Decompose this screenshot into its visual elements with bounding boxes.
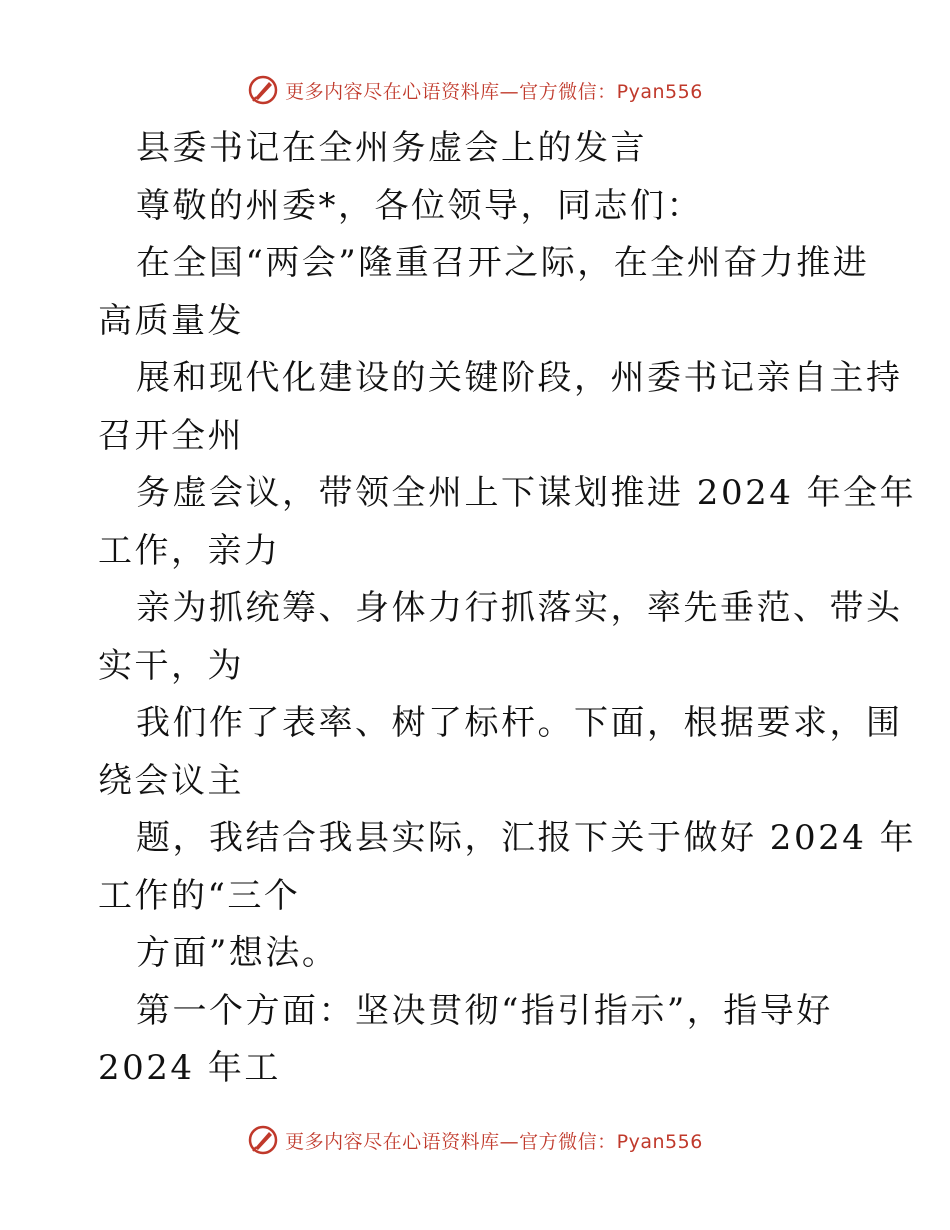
text-line: 工作，亲力 — [98, 530, 281, 571]
document-title: 县委书记在全州务虚会上的发言 — [136, 128, 647, 168]
text-line: 召开全州 — [98, 415, 244, 456]
section-heading: 第一个方面：坚决贯彻“指引指示”，指导好 — [136, 990, 833, 1031]
quill-pen-logo-icon — [247, 1124, 279, 1156]
text-line: 2024 年工 — [98, 1048, 281, 1088]
text-line: 实干，为 — [98, 645, 244, 686]
text-line: 工作的“三个 — [98, 875, 301, 916]
text-line: 绕会议主 — [98, 760, 244, 801]
header-watermark — [0, 70, 950, 110]
document-body — [98, 120, 917, 1098]
watermark-text: 更多内容尽在心语资料库—官方微信：Pyan556 — [285, 80, 703, 103]
footer-watermark — [0, 1120, 950, 1160]
text-line: 高质量发 — [98, 300, 244, 341]
quill-pen-logo-icon — [247, 74, 279, 106]
text-line: 题，我结合我县实际，汇报下关于做好 2024 年 — [136, 818, 917, 858]
salutation: 尊敬的州委*，各位领导，同志们： — [136, 185, 703, 226]
text-line: 在全国“两会”隆重召开之际，在全州奋力推进 — [136, 243, 870, 283]
text-line: 展和现代化建设的关键阶段，州委书记亲自主持 — [136, 358, 903, 398]
watermark-text: 更多内容尽在心语资料库—官方微信：Pyan556 — [285, 1130, 703, 1153]
text-line: 方面”想法。 — [136, 933, 339, 973]
text-line: 务虚会议，带领全州上下谋划推进 2024 年全年 — [136, 473, 917, 513]
text-line: 我们作了表率、树了标杆。下面，根据要求，围 — [136, 703, 903, 743]
text-line: 亲为抓统筹、身体力行抓落实，率先垂范、带头 — [136, 588, 903, 628]
